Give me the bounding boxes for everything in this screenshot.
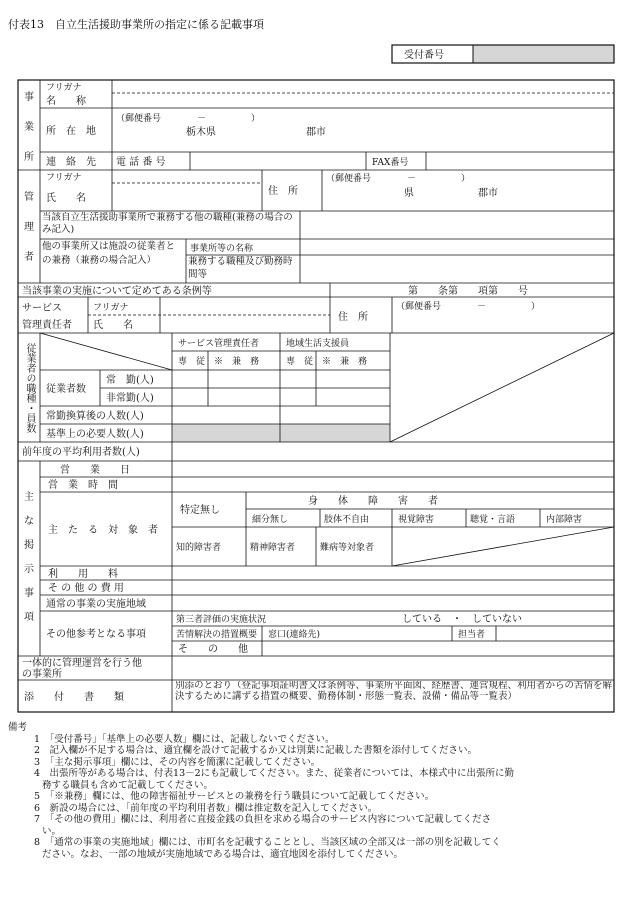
col-mgr-concurrent: ※ 兼 務 xyxy=(214,357,260,367)
business-hours-label: 営 業 時 間 xyxy=(48,480,118,491)
parttime-label: 非常勤(人) xyxy=(106,393,154,404)
mgr-other-office-field[interactable] xyxy=(301,240,613,254)
service-area-label: 通常の事業の実施地域 xyxy=(46,599,146,610)
fee-label: 利 用 料 xyxy=(48,569,118,580)
office-contact-label: 連 絡 先 xyxy=(46,157,96,168)
col-mgr-full: 専 従 xyxy=(178,357,206,367)
complaint-window-label: 窓口(連絡先) xyxy=(268,630,321,640)
col-support-staff: 地域生活支援員 xyxy=(286,339,350,349)
office-address-field[interactable] xyxy=(113,109,613,151)
physical-disability-label: 身 体 障 害 者 xyxy=(308,496,438,507)
office-tel-field[interactable] xyxy=(191,153,365,169)
receipt-label: 受付番号 xyxy=(404,50,444,61)
attachment-text: 別添のとおり（登記事項証明書又は条例等、事業所平面図、経歴書、運営規程、利用者からの苦情を解決するために講ずる措置の概要、勤務体制・形態一覧表、設備・備品等一覧表） xyxy=(175,681,612,702)
side-label-1: 事 xyxy=(24,92,34,103)
note-item: 3 「主な掲示事項」欄には、その内容を簡潔に記載してください。 xyxy=(34,756,321,768)
mgr-name-label: 氏 名 xyxy=(46,193,86,204)
svc-mgr-address-field[interactable] xyxy=(393,298,613,332)
note-item: 4 出張所等がある場合は、付表13－2にも記載してください。また、従業者については、本様式中に出張所に勤 xyxy=(34,768,514,779)
other-field[interactable] xyxy=(263,642,613,655)
svc-mgr-name-label: 氏 名 xyxy=(93,320,133,331)
avg-users-label: 前年度の平均利用者数(人) xyxy=(22,447,140,458)
note-item: 8 「通常の事業の実施地域」欄には、市町名を記載することとし、当該区域の全部又は一部の別を記載してく xyxy=(34,837,501,848)
mgr-concurrent-same-field[interactable] xyxy=(301,212,613,238)
office-furigana-field[interactable] xyxy=(113,81,613,92)
col-svc-mgr: サービス管理責任者 xyxy=(178,339,260,349)
integrated-field[interactable] xyxy=(173,657,613,679)
notes-section xyxy=(8,722,620,860)
mgr-other-role-field[interactable] xyxy=(301,256,613,282)
ordinance-label: 当該事業の実施について定めてある条例等 xyxy=(22,286,212,297)
office-fax-field[interactable] xyxy=(427,153,613,169)
mgr-other-office-name-label: 事業所等の名称 xyxy=(190,244,254,254)
other-reference-label: その他参考となる事項 xyxy=(46,629,146,640)
note-item: 2 記入欄が不足する場合は、適宜欄を設けて記載するか又は別葉に記載した書類を添付してください。 xyxy=(34,745,478,756)
svc-mgr-label-1: サービス xyxy=(22,303,62,314)
note-item: 務する職員も含めて記載してください。 xyxy=(42,779,214,791)
intellectual-label: 知的障害者 xyxy=(176,543,222,553)
keiji-side-5: 事 xyxy=(24,588,34,599)
notes-heading: 備考 xyxy=(8,722,28,733)
staff-side-label: 従業者の職種・員数 xyxy=(24,343,35,433)
col-sup-full: 専 従 xyxy=(286,357,314,367)
side-label-2: 業 xyxy=(24,122,34,133)
staff-count-fields[interactable] xyxy=(173,371,389,423)
integrated-label-line1: 一体的に管理運営を行う他 xyxy=(22,658,142,669)
business-days-label: 営 業 日 xyxy=(60,465,130,476)
internal-label: 内部障害 xyxy=(546,515,583,525)
mgr-address-label: 住 所 xyxy=(268,186,298,197)
note-item: い。 xyxy=(42,825,62,837)
attachment-label: 添 付 書 類 xyxy=(24,692,124,703)
service-area-field[interactable] xyxy=(173,596,613,610)
keiji-side-6: 項 xyxy=(24,612,34,623)
no-spec-label: 特定無し xyxy=(180,505,220,516)
required-count-label: 基準上の必要人数(人) xyxy=(46,429,144,440)
note-item: 5 「※兼務」欄には、他の障害福祉サービスとの兼務を行う職員について記載してください。 xyxy=(34,791,435,802)
mgr-side-2: 理 xyxy=(24,222,34,233)
office-name-label: 名 称 xyxy=(46,96,86,107)
note-item: ださい。なお、一部の地域が実施地域である場合は、適宜地図を添付してください。 xyxy=(42,848,404,860)
third-party-eval-value: している ・ していない xyxy=(402,614,522,625)
mental-label: 精神障害者 xyxy=(250,543,296,553)
keiji-side-1: 主 xyxy=(24,492,34,503)
mgr-side-3: 者 xyxy=(24,252,34,263)
other-fee-field[interactable] xyxy=(173,581,613,594)
col-sup-concurrent: ※ 兼 務 xyxy=(322,357,368,367)
integrated-label xyxy=(22,656,142,680)
business-days-field[interactable] xyxy=(173,462,613,476)
mgr-concurrent-same-label: 当該自立生活援助事業所で兼務する他の職種(兼務の場合のみ記入) xyxy=(42,212,293,235)
mgr-concurrent-other-label: 他の事業所又は施設の従業者との兼務（兼務の場合記入） xyxy=(42,241,176,266)
fulltime-label: 常 勤(人) xyxy=(106,375,154,386)
other-fee-label: そ の 他 の 費 用 xyxy=(48,583,124,594)
office-tel-label: 電 話 番 号 xyxy=(116,157,166,168)
mgr-name-field[interactable] xyxy=(113,171,261,210)
third-party-eval-label: 第三者評価の実施状況 xyxy=(176,615,267,625)
note-item: 6 新設の場合には、「前年度の平均利用者数」欄は推定数を記入してください。 xyxy=(34,802,378,814)
keiji-side-3: 掲 xyxy=(24,540,34,551)
no-subdivision-label: 細分無し xyxy=(252,515,289,525)
visual-label: 視覚障害 xyxy=(398,515,435,525)
person-in-charge-label: 担当者 xyxy=(458,630,486,640)
complaint-label: 苦情解決の措置概要 xyxy=(176,630,258,640)
mgr-side-1: 管 xyxy=(24,192,34,203)
svc-mgr-furigana-label: フリガナ xyxy=(93,303,129,313)
intractable-label: 難病等対象者 xyxy=(320,543,375,553)
svc-mgr-address-label: 住 所 xyxy=(338,312,368,323)
business-hours-field[interactable] xyxy=(173,478,613,491)
avg-users-field[interactable] xyxy=(173,443,613,460)
other-label: そ の 他 xyxy=(178,644,248,655)
office-furigana-label: フリガナ xyxy=(46,83,82,93)
fte-label: 常勤換算後の人数(人) xyxy=(46,411,144,422)
target-label: 主 た る 対 象 者 xyxy=(48,525,158,536)
fee-field[interactable] xyxy=(173,567,613,579)
keiji-side-2: な xyxy=(24,516,34,527)
keiji-side-4: 示 xyxy=(24,564,34,575)
limb-label: 肢体不自由 xyxy=(324,515,370,525)
side-label-3: 所 xyxy=(24,152,34,163)
ordinance-field[interactable] xyxy=(331,284,613,296)
office-fax-label: FAX番号 xyxy=(372,158,409,168)
mgr-address-field[interactable] xyxy=(323,171,613,210)
office-address-label: 所 在 地 xyxy=(46,126,96,137)
form-title: 付表13 自立生活援助事業所の指定に係る記載事項 xyxy=(8,18,264,31)
svc-mgr-label-2: 管理責任者 xyxy=(22,320,72,331)
office-name-field[interactable] xyxy=(113,94,613,107)
hearing-label: 聴覚・言語 xyxy=(470,515,516,525)
receipt-number-field[interactable] xyxy=(475,47,612,61)
mgr-other-role-label: 兼務する職種及び勤務時間等 xyxy=(188,256,293,280)
mgr-furigana-label: フリガナ xyxy=(46,173,82,183)
svc-mgr-name-field[interactable] xyxy=(161,298,329,332)
note-item: 7 「その他の費用」欄には、利用者に直接金銭の負担を求める場合のサービス内容について記載してくださ xyxy=(34,814,492,825)
integrated-label-line2: の事業所 xyxy=(22,669,62,680)
staff-count-label: 従業者数 xyxy=(46,384,86,395)
note-item: 1 「受付番号」「基準上の必要人数」欄には、記載しないでください。 xyxy=(34,733,335,745)
